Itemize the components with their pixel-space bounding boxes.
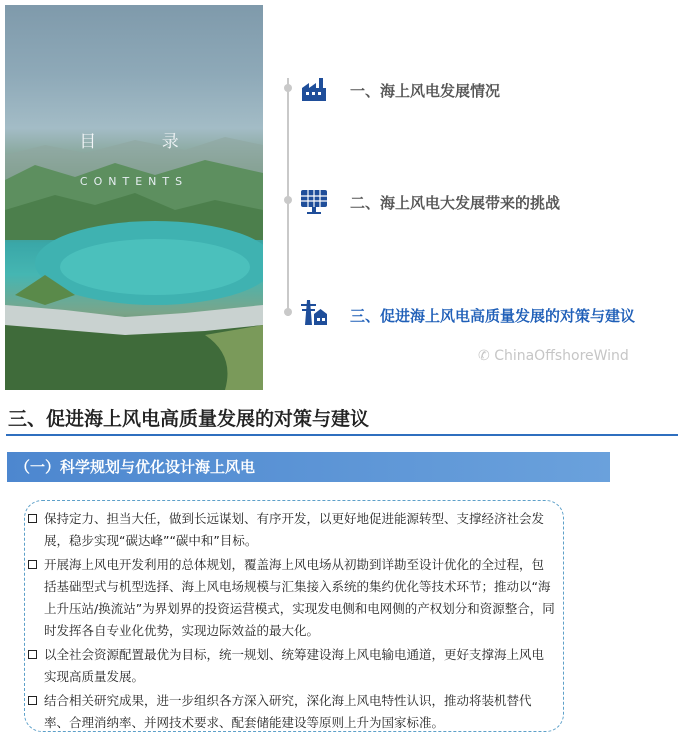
list-item	[28, 554, 556, 642]
landscape-illustration	[5, 5, 263, 390]
toc-item-development[interactable]: 一、海上风电发展情况	[350, 82, 501, 100]
section-title: 三、促进海上风电高质量发展的对策与建议	[8, 408, 370, 430]
power-tower-icon	[299, 298, 329, 328]
toc-dot	[284, 196, 292, 204]
checkbox-icon	[28, 560, 37, 569]
checkbox-icon	[28, 650, 37, 659]
section-divider	[6, 434, 678, 436]
list-item	[28, 644, 556, 688]
watermark-text: ChinaOffshoreWind	[494, 348, 629, 364]
list-item	[28, 690, 556, 734]
wechat-icon: ✆	[478, 348, 495, 364]
toc-dot	[284, 84, 292, 92]
bullet-list	[28, 508, 556, 736]
checkbox-icon	[28, 514, 37, 523]
list-item-text: 结合相关研究成果，进一步组织各方深入研究，深化海上风电特性认识，推动将装机替代率、合理消纳率、并网技术要求、配套储能建设等原则上升为国家标准。	[44, 693, 532, 730]
cover-title: 目 录	[79, 132, 209, 152]
list-item-text: 开展海上风电开发利用的总体规划，覆盖海上风电场从初勘到详勘至设计优化的全过程，包括基础型式与机型选择、海上风电场规模与汇集接入系统的集约优化等技术环节；推动以“海上升压站/换流站”为界划界的投资运营模式，实现发电侧和电网侧的产权划分和资源整合，同时发挥各自专业化优势，实现边际效益的最大化。	[44, 557, 555, 638]
list-item-text: 以全社会资源配置最优为目标，统一规划、统筹建设海上风电输电通道，更好支撑海上风电实现高质量发展。	[44, 647, 545, 684]
toc-dot	[284, 308, 292, 316]
list-item	[28, 508, 556, 552]
subsection-banner: （一）科学规划与优化设计海上风电	[7, 452, 610, 482]
checkbox-icon	[28, 696, 37, 705]
toc-item-recommendations[interactable]: 三、促进海上风电高质量发展的对策与建议	[350, 307, 636, 325]
factory-icon	[299, 74, 329, 104]
cover-subtitle: CONTENTS	[79, 175, 189, 188]
watermark	[478, 348, 629, 364]
cover-image	[5, 5, 263, 390]
solar-panel-icon	[299, 186, 329, 216]
list-item-text: 保持定力、担当大任，做到长远谋划、有序开发，以更好地促进能源转型、支撑经济社会发展，稳步实现“碳达峰”“碳中和”目标。	[44, 511, 545, 548]
toc-item-challenges[interactable]: 二、海上风电大发展带来的挑战	[350, 194, 561, 212]
